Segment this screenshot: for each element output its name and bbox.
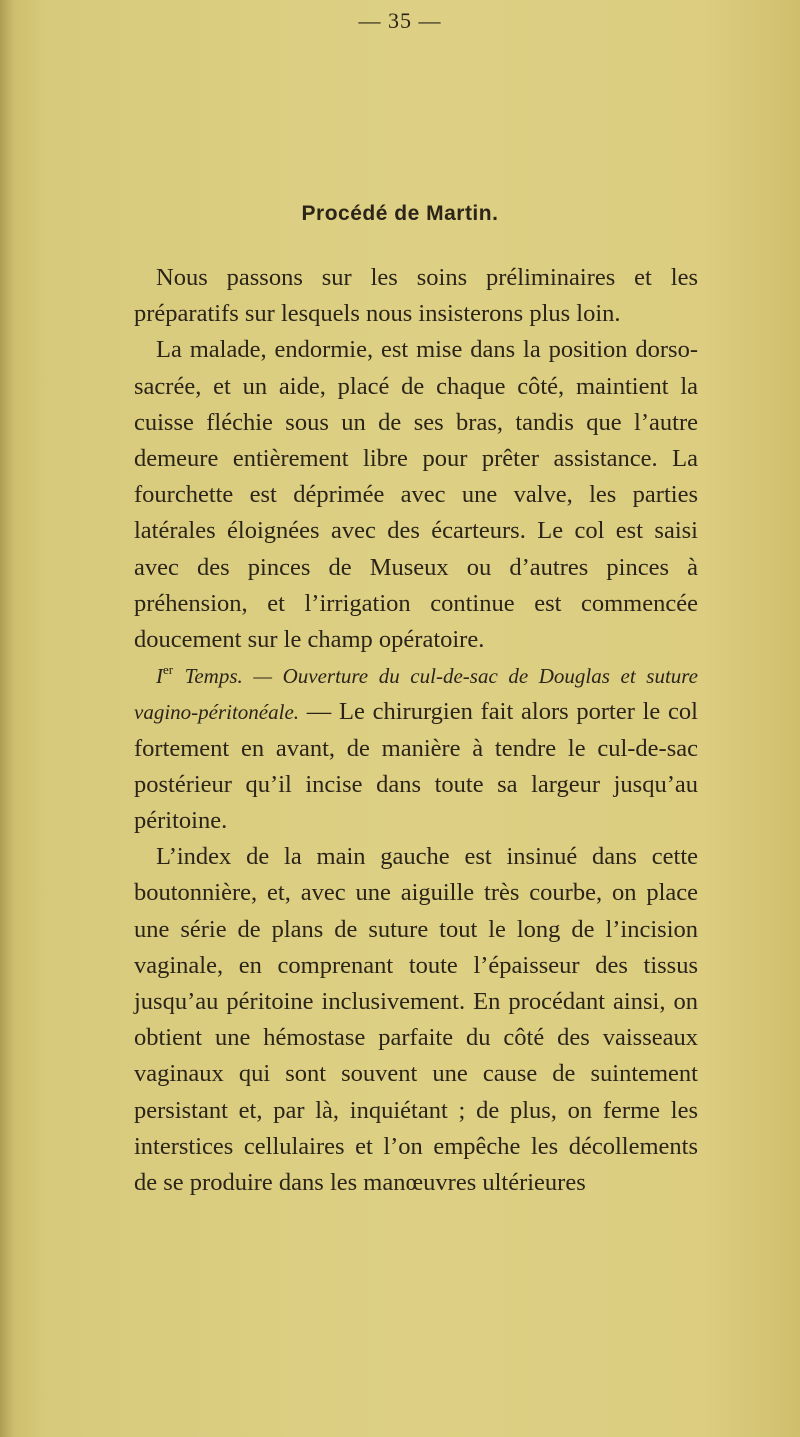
page-number: — 35 — [358, 8, 442, 33]
step-ordinal-suffix: er [163, 662, 174, 678]
body-text [134, 260, 698, 1201]
step-text: — Le chirurgien fait alors porter le col fortement en avant, de manière à tendre le cul-de-sac postérieur qu’il incise dans toute sa largeur jusqu’au péritoine. [134, 698, 698, 835]
step-heading: Temps. — Ouverture du cul-de-sac de Douglas et suture vagino-péritonéale. [134, 664, 698, 725]
section-title: Procédé de Martin. [301, 202, 499, 225]
step-paragraph [134, 658, 698, 839]
paragraph-1: Nous passons sur les soins préliminaires et les préparatifs sur lesquels nous insisterons plus loin. [134, 264, 698, 328]
step-ordinal: I [156, 664, 163, 689]
paragraph-2: La malade, endormie, est mise dans la position dorso-sacrée, et un aide, placé de chaque côté, maintient la cuisse fléchie sous un de ses bras, tandis que l’autre demeure entièrement libre pour prêter assistance. La fourchette est déprimée avec une valve, les parties latérales éloignées avec des écarteurs. Le col est saisi avec des pinces de Museux ou d’autres pinces à préhension, et l’irrigation continue est commencée doucement sur le champ opératoire. [134, 336, 698, 654]
paragraph-closing: L’index de la main gauche est insinué dans cette boutonnière, et, avec une aiguille très courbe, on place une série de plans de suture tout le long de l’incision vaginale, en comprenant toute l’épaisseur des tissus jusqu’au péritoine inclusivement. En procédant ainsi, on obtient une hémostase parfaite du côté des vaisseaux vaginaux qui sont souvent une cause de suintement persistant et, par là, inquiétant ; de plus, on ferme les interstices cellulaires et l’on empêche les décollements de se produire dans les manœuvres ultérieures [134, 843, 698, 1197]
